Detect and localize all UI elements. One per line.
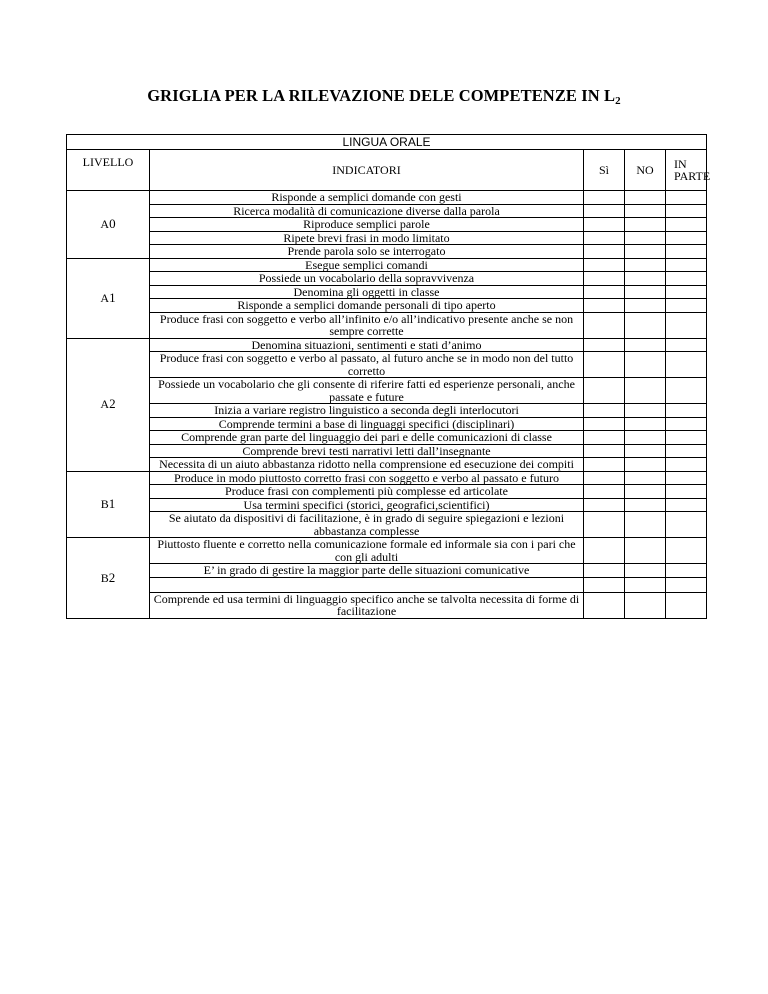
checkbox-si[interactable]: [584, 285, 625, 299]
checkbox-no[interactable]: [625, 485, 666, 499]
header-row: [67, 150, 707, 191]
indicator-row: [67, 404, 707, 418]
indicator-text: Produce in modo piuttosto corretto frasi con soggetto e verbo al passato e futuro: [150, 471, 584, 485]
checkbox-no[interactable]: [625, 417, 666, 431]
checkbox-in-parte[interactable]: [666, 378, 707, 404]
checkbox-si[interactable]: [584, 378, 625, 404]
checkbox-no[interactable]: [625, 498, 666, 512]
section-title: LINGUA ORALE: [67, 135, 707, 150]
checkbox-in-parte[interactable]: [666, 285, 707, 299]
checkbox-no[interactable]: [625, 431, 666, 445]
level-number: 2: [108, 569, 116, 585]
checkbox-no[interactable]: [625, 245, 666, 259]
checkbox-no[interactable]: [625, 299, 666, 313]
checkbox-in-parte[interactable]: [666, 218, 707, 232]
level-cell: [67, 538, 150, 619]
checkbox-no[interactable]: [625, 285, 666, 299]
checkbox-no[interactable]: [625, 538, 666, 564]
indicator-row: [67, 592, 707, 618]
checkbox-si[interactable]: [584, 458, 625, 472]
level-cell: [67, 191, 150, 259]
checkbox-no[interactable]: [625, 352, 666, 378]
checkbox-in-parte[interactable]: [666, 312, 707, 338]
indicator-row: [67, 485, 707, 499]
checkbox-no[interactable]: [625, 458, 666, 472]
checkbox-in-parte[interactable]: [666, 512, 707, 538]
checkbox-no[interactable]: [625, 564, 666, 578]
checkbox-si[interactable]: [584, 231, 625, 245]
indicator-text: Comprende ed usa termini di linguaggio specifico anche se talvolta necessita di forme di facilitazione: [150, 592, 584, 618]
indicator-row: [67, 471, 707, 485]
indicator-row: [67, 191, 707, 205]
indicator-row: [67, 564, 707, 578]
checkbox-in-parte[interactable]: [666, 245, 707, 259]
checkbox-no[interactable]: [625, 204, 666, 218]
indicator-row: [67, 458, 707, 472]
indicator-text: Prende parola solo se interrogato: [150, 245, 584, 259]
checkbox-in-parte[interactable]: [666, 577, 707, 592]
checkbox-no[interactable]: [625, 338, 666, 352]
checkbox-si[interactable]: [584, 218, 625, 232]
checkbox-no[interactable]: [625, 577, 666, 592]
checkbox-in-parte[interactable]: [666, 431, 707, 445]
header-in-parte-line1: IN: [674, 156, 687, 171]
checkbox-in-parte[interactable]: [666, 404, 707, 418]
checkbox-no[interactable]: [625, 191, 666, 205]
level-number: 1: [109, 289, 116, 305]
checkbox-si[interactable]: [584, 417, 625, 431]
indicator-row: [67, 218, 707, 232]
competence-grid: [66, 134, 711, 619]
level-letter: B: [100, 497, 109, 511]
checkbox-si[interactable]: [584, 577, 625, 592]
indicator-row: [67, 538, 707, 564]
checkbox-in-parte[interactable]: [666, 458, 707, 472]
indicator-row: [67, 258, 707, 272]
header-in-parte: [666, 150, 711, 191]
checkbox-si[interactable]: [584, 444, 625, 458]
checkbox-in-parte[interactable]: [666, 471, 707, 485]
indicator-row: [67, 431, 707, 445]
indicator-text: Esegue semplici comandi: [150, 258, 584, 272]
checkbox-no[interactable]: [625, 231, 666, 245]
indicator-row: [67, 338, 707, 352]
checkbox-si[interactable]: [584, 299, 625, 313]
indicator-text: E’ in grado di gestire la maggior parte delle situazioni comunicative: [150, 564, 584, 578]
section-row: [67, 135, 707, 150]
checkbox-in-parte[interactable]: [666, 204, 707, 218]
indicator-text: Inizia a variare registro linguistico a seconda degli interlocutori: [150, 404, 584, 418]
checkbox-si[interactable]: [584, 245, 625, 259]
indicator-text: Piuttosto fluente e corretto nella comunicazione formale ed informale sia con i pari che con gli adulti: [150, 538, 584, 564]
header-livello: LIVELLO: [67, 150, 150, 191]
indicator-row: [67, 498, 707, 512]
indicator-row: [67, 204, 707, 218]
level-number: 2: [109, 396, 116, 412]
checkbox-no[interactable]: [625, 444, 666, 458]
checkbox-si[interactable]: [584, 204, 625, 218]
level-letter: A: [100, 290, 110, 305]
indicator-text: Comprende gran parte del linguaggio dei pari e delle comunicazioni di classe: [150, 431, 584, 445]
checkbox-in-parte[interactable]: [666, 299, 707, 313]
header-si: Sì: [584, 150, 625, 191]
checkbox-no[interactable]: [625, 592, 666, 618]
checkbox-in-parte[interactable]: [666, 272, 707, 286]
indicator-row: [67, 417, 707, 431]
title-text: GRIGLIA PER LA RILEVAZIONE DELE COMPETENZE IN L: [147, 86, 616, 105]
indicator-text: Denomina gli oggetti in classe: [150, 285, 584, 299]
checkbox-no[interactable]: [625, 404, 666, 418]
indicator-text: Produce frasi con soggetto e verbo al passato, al futuro anche se in modo non del tutto corretto: [150, 352, 584, 378]
checkbox-in-parte[interactable]: [666, 338, 707, 352]
checkbox-in-parte[interactable]: [666, 258, 707, 272]
checkbox-si[interactable]: [584, 592, 625, 618]
checkbox-no[interactable]: [625, 312, 666, 338]
header-no: NO: [625, 150, 666, 191]
checkbox-no[interactable]: [625, 258, 666, 272]
indicator-row: [67, 285, 707, 299]
header-in-parte-line2: PARTE: [674, 169, 711, 183]
indicator-row: [67, 352, 707, 378]
checkbox-in-parte[interactable]: [666, 417, 707, 431]
indicator-text: Denomina situazioni, sentimenti e stati d’animo: [150, 338, 584, 352]
checkbox-in-parte[interactable]: [666, 191, 707, 205]
checkbox-si[interactable]: [584, 538, 625, 564]
indicator-text: Possiede un vocabolario della sopravvivenza: [150, 272, 584, 286]
checkbox-no[interactable]: [625, 378, 666, 404]
indicator-row: [67, 312, 707, 338]
indicator-text: Possiede un vocabolario che gli consente di riferire fatti ed esperienze personali, anche passate e future: [150, 378, 584, 404]
checkbox-no[interactable]: [625, 218, 666, 232]
indicator-text: Se aiutato da dispositivi di facilitazione, è in grado di seguire spiegazioni e lezioni abbastanza complesse: [150, 512, 584, 538]
checkbox-si[interactable]: [584, 191, 625, 205]
header-indicatori: INDICATORI: [150, 150, 584, 191]
indicator-text: Riproduce semplici parole: [150, 218, 584, 232]
checkbox-in-parte[interactable]: [666, 485, 707, 499]
level-cell: [67, 338, 150, 471]
indicator-text: Risponde a semplici domande personali di tipo aperto: [150, 299, 584, 313]
indicator-row: [67, 444, 707, 458]
checkbox-si[interactable]: [584, 258, 625, 272]
checkbox-in-parte[interactable]: [666, 564, 707, 578]
checkbox-no[interactable]: [625, 512, 666, 538]
level-number: 0: [109, 216, 116, 231]
indicator-text: Produce frasi con complementi più complesse ed articolate: [150, 485, 584, 499]
level-cell: [67, 471, 150, 538]
checkbox-si[interactable]: [584, 431, 625, 445]
page-title: [0, 86, 768, 107]
checkbox-si[interactable]: [584, 352, 625, 378]
checkbox-no[interactable]: [625, 272, 666, 286]
level-letter: B: [100, 570, 109, 585]
checkbox-si[interactable]: [584, 404, 625, 418]
checkbox-si[interactable]: [584, 564, 625, 578]
indicator-text: Comprende brevi testi narrativi letti dall’insegnante: [150, 444, 584, 458]
checkbox-in-parte[interactable]: [666, 352, 707, 378]
indicator-row: [67, 231, 707, 245]
checkbox-si[interactable]: [584, 272, 625, 286]
indicator-text: [150, 577, 584, 592]
checkbox-si[interactable]: [584, 312, 625, 338]
level-letter: A: [100, 397, 110, 412]
indicator-row: [67, 378, 707, 404]
indicator-row: [67, 299, 707, 313]
checkbox-in-parte[interactable]: [666, 498, 707, 512]
level-cell: [67, 258, 150, 338]
indicator-text: Ricerca modalità di comunicazione diverse dalla parola: [150, 204, 584, 218]
checkbox-si[interactable]: [584, 471, 625, 485]
indicator-text: Necessita di un aiuto abbastanza ridotto nella comprensione ed esecuzione dei compiti: [150, 458, 584, 472]
level-letter: A: [100, 217, 110, 231]
checkbox-no[interactable]: [625, 471, 666, 485]
indicator-row: [67, 512, 707, 538]
checkbox-si[interactable]: [584, 338, 625, 352]
checkbox-in-parte[interactable]: [666, 538, 707, 564]
indicator-row: [67, 272, 707, 286]
indicator-text: Risponde a semplici domande con gesti: [150, 191, 584, 205]
checkbox-in-parte[interactable]: [666, 592, 707, 618]
level-number: 1: [108, 496, 116, 511]
indicator-text: Produce frasi con soggetto e verbo all’infinito e/o all’indicativo presente anche se non sempre corrette: [150, 312, 584, 338]
indicator-row: [67, 245, 707, 259]
checkbox-si[interactable]: [584, 485, 625, 499]
indicator-text: Usa termini specifici (storici, geografici,scientifici): [150, 498, 584, 512]
indicator-text: Ripete brevi frasi in modo limitato: [150, 231, 584, 245]
indicator-text: Comprende termini a base di linguaggi specifici (disciplinari): [150, 417, 584, 431]
checkbox-si[interactable]: [584, 498, 625, 512]
checkbox-si[interactable]: [584, 512, 625, 538]
checkbox-in-parte[interactable]: [666, 444, 707, 458]
checkbox-in-parte[interactable]: [666, 231, 707, 245]
title-subscript: 2: [615, 95, 621, 107]
indicator-row: [67, 577, 707, 592]
